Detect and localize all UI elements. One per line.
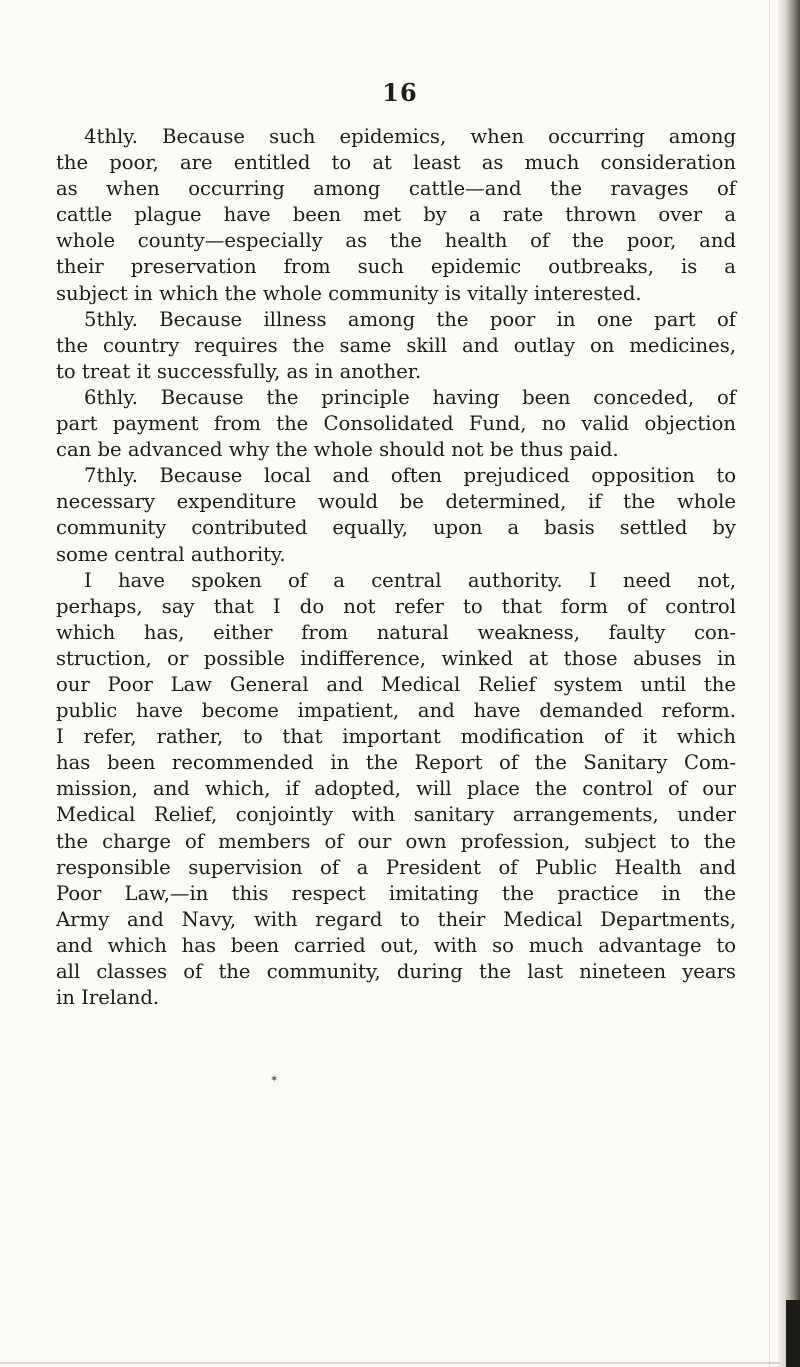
text-line: which has, either from natural weakness, faulty con- (56, 620, 736, 644)
text-line: some central authority. (56, 542, 286, 566)
text-line: responsible supervision of a President of Public Health and (56, 855, 736, 879)
text-line: and which has been carried out, with so much advantage to (56, 933, 736, 957)
page-number: 16 (382, 78, 418, 107)
text-line: mission, and which, if adopted, will place the control of our (56, 777, 736, 801)
text-line: as when occurring among cattle—and the ravages of (56, 177, 736, 201)
text-line: has been recommended in the Report of the Sanitary Com- (56, 751, 736, 775)
ink-speck-mark: ✶ (270, 1074, 279, 1085)
text-line: I refer, rather, to that important modification of it which (56, 725, 736, 749)
text-line: in Ireland. (56, 986, 160, 1010)
text-line: the country requires the same skill and outlay on medicines, (56, 333, 736, 357)
text-line: Medical Relief, conjointly with sanitary arrangements, under (56, 803, 736, 827)
text-line: 5thly. Because illness among the poor in one part of (84, 307, 736, 331)
text-line: 4thly. Because such epidemics, when occurring among (84, 125, 736, 148)
binding-edge-shadow (778, 0, 800, 1367)
text-line: cattle plague have been met by a rate thrown over a (56, 203, 736, 227)
text-line: public have become impatient, and have demanded reform. (56, 699, 736, 723)
body-text (56, 124, 736, 1011)
page-fold-line (769, 0, 770, 1367)
text-line: whole county—especially as the health of the poor, and (56, 229, 736, 253)
text-line: part payment from the Consolidated Fund, no valid objection (56, 412, 736, 436)
text-line: necessary expenditure would be determined, if the whole (56, 490, 736, 514)
text-line: their preservation from such epidemic outbreaks, is a (56, 255, 736, 279)
text-line: Army and Navy, with regard to their Medical Departments, (56, 907, 736, 931)
text-line: the poor, are entitled to at least as much consideration (56, 151, 736, 175)
binding-edge-dark-corner (786, 1300, 800, 1367)
text-line: to treat it successfully, as in another. (56, 359, 422, 383)
text-line: community contributed equally, upon a basis settled by (56, 516, 736, 540)
text-line: perhaps, say that I do not refer to that form of control (56, 594, 736, 618)
text-line: Poor Law,—in this respect imitating the practice in the (56, 881, 736, 905)
page-bottom-edge (0, 1362, 780, 1364)
text-line: the charge of members of our own profession, subject to the (56, 829, 736, 853)
text-line: 6thly. Because the principle having been conceded, of (84, 385, 736, 409)
text-line: all classes of the community, during the last nineteen years (56, 960, 736, 983)
text-line: 7thly. Because local and often prejudiced opposition to (84, 464, 736, 488)
text-line: our Poor Law General and Medical Relief system until the (56, 672, 736, 696)
text-line: subject in which the whole community is vitally interested. (56, 281, 642, 305)
text-line: I have spoken of a central authority. I need not, (84, 568, 736, 592)
text-line: can be advanced why the whole should not be thus paid. (56, 438, 619, 462)
text-line: struction, or possible indifference, winked at those abuses in (56, 646, 736, 670)
